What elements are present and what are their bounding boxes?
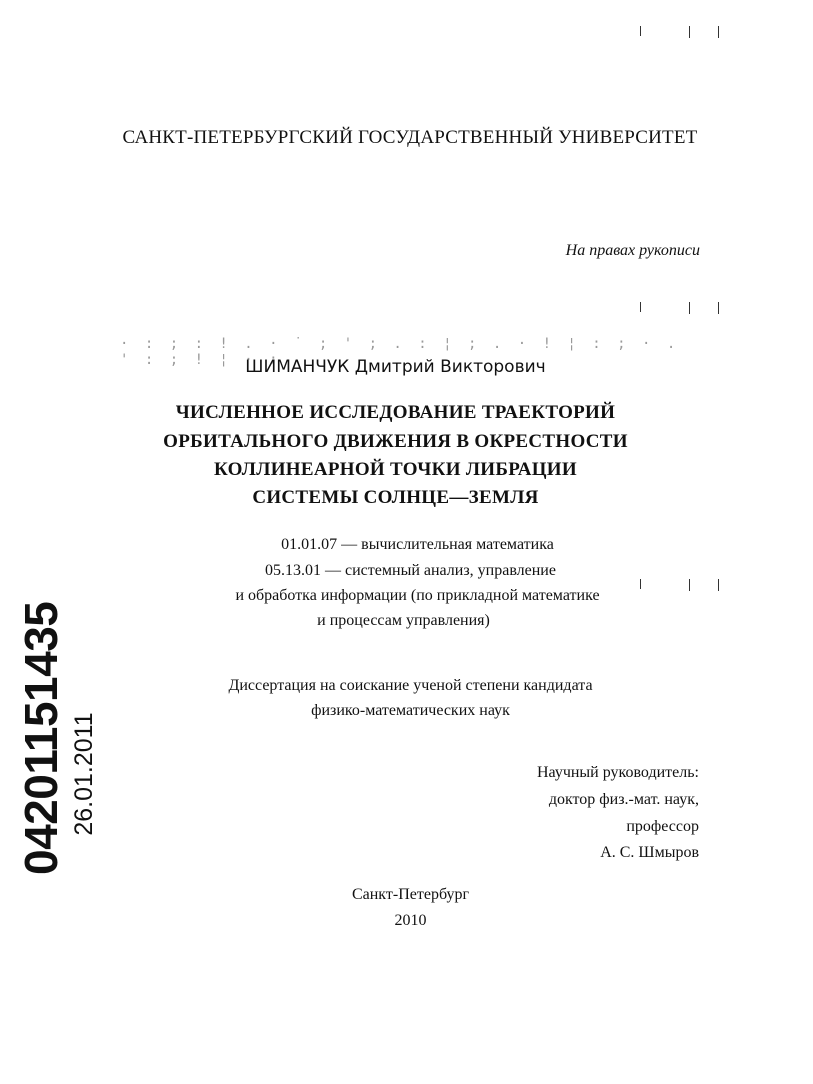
scan-speck [689,26,690,38]
scan-speck [689,302,690,314]
author-name: ШИМАНЧУК Дмитрий Викторович [245,357,546,377]
library-stamp-date: 26.01.2011 [70,712,98,836]
dissertation-line: Диссертация на соискание ученой степени кандидата [228,677,593,694]
manuscript-rights-note: На правах рукописи [565,242,700,259]
thesis-title-line: ОРБИТАЛЬНОГО ДВИЖЕНИЯ В ОКРЕСТНОСТИ [163,431,628,452]
university-name: САНКТ-ПЕТЕРБУРГСКИЙ ГОСУДАРСТВЕННЫЙ УНИВЕРСИТЕТ [122,127,698,148]
advisor-heading: Научный руководитель: [536,764,699,781]
bleed-through-noise: · : ; : ! . · ˙ ; ' ; . : ¦ ; . · ! ¦ : ; · . ' : ; ! ¦ · : [120,336,680,368]
scan-speck [640,302,641,312]
thesis-title-line: СИСТЕМЫ СОЛНЦЕ—ЗЕМЛЯ [252,487,539,508]
advisor-name: А. С. Шмыров [600,844,699,861]
advisor-rank: профессор [626,818,699,835]
library-stamp-number: 04201151435 [15,601,67,875]
advisor-degree: доктор физ.-мат. наук, [548,791,699,808]
dissertation-line: физико-математических наук [311,702,510,719]
thesis-title-line: КОЛЛИНЕАРНОЙ ТОЧКИ ЛИБРАЦИИ [214,459,577,480]
scan-speck [718,26,719,38]
specialty-line: 05.13.01 — системный анализ, управление [265,562,556,579]
city: Санкт-Петербург [351,886,470,903]
thesis-title-line: ЧИСЛЕННОЕ ИССЛЕДОВАНИЕ ТРАЕКТОРИЙ [175,402,616,423]
year: 2010 [394,912,427,929]
specialty-line: 01.01.07 — вычислительная математика [281,536,554,553]
specialty-line: и процессам управления) [317,612,490,629]
scan-speck [640,26,641,36]
scan-speck [718,302,719,314]
specialty-line: и обработка информации (по прикладной математике [235,587,600,604]
